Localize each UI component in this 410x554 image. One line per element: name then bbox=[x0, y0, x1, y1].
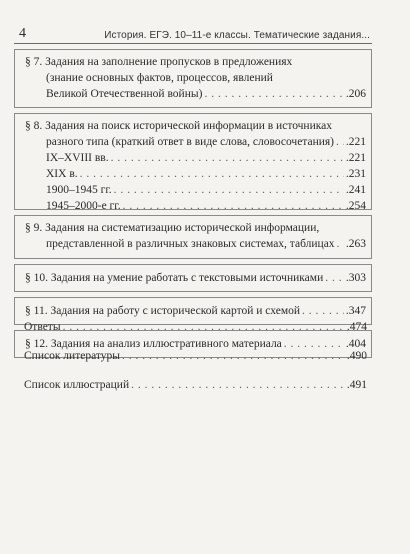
dot-leader bbox=[114, 182, 344, 198]
toc-subitem-page: .254 bbox=[345, 200, 366, 212]
toc-section-10-page: .303 bbox=[345, 272, 366, 284]
dot-leader bbox=[111, 150, 344, 166]
toc-literature[interactable] bbox=[14, 348, 372, 364]
toc-section-9-page: .263 bbox=[345, 238, 366, 250]
toc-illustrations[interactable] bbox=[14, 377, 372, 393]
dot-leader bbox=[63, 319, 345, 335]
toc-section-11-title: § 11. Задания на работу с исторической картой и схемой bbox=[25, 305, 301, 317]
toc-illustrations-page: .491 bbox=[346, 379, 367, 391]
toc-answers[interactable] bbox=[14, 319, 372, 335]
toc-section-12-title: § 12. Задания на анализ иллюстративного материала bbox=[25, 338, 282, 350]
toc-section-10[interactable] bbox=[14, 264, 372, 292]
toc-subitem-page: .221 bbox=[345, 152, 366, 164]
toc-subitem-label: IX–XVIII вв. bbox=[46, 152, 109, 164]
toc-section-9[interactable] bbox=[14, 215, 372, 259]
toc-section-11-line bbox=[25, 303, 366, 319]
header-rule bbox=[14, 43, 372, 44]
dot-leader bbox=[204, 86, 343, 102]
toc-section-8-title: § 8. Задания на поиск исторической информации в источниках bbox=[25, 120, 333, 132]
toc-subitem-label: XIX в. bbox=[46, 168, 78, 180]
toc-subitem-page: .241 bbox=[345, 184, 366, 196]
toc-section-9-title-line2: представленной в различных знаковых системах, таблицах bbox=[46, 238, 335, 250]
toc-section-7-title: § 7. Задания на заполнение пропусков в предложениях bbox=[25, 56, 293, 68]
toc-section-7[interactable] bbox=[14, 49, 372, 108]
toc-section-7-last-line bbox=[25, 86, 366, 102]
running-header: История. ЕГЭ. 10–11-е классы. Тематические задания... bbox=[104, 30, 370, 41]
dot-leader bbox=[80, 166, 344, 182]
toc-section-10-title: § 10. Задания на умение работать с текстовыми источниками bbox=[25, 272, 324, 284]
toc-section-10-line bbox=[25, 270, 366, 286]
toc-subitem[interactable] bbox=[25, 166, 366, 182]
dot-leader bbox=[302, 303, 344, 319]
toc-section-7-title-line3: Великой Отечественной войны) bbox=[46, 88, 203, 100]
dot-leader bbox=[131, 377, 345, 393]
table-of-contents bbox=[14, 49, 372, 363]
page-number: 4 bbox=[19, 26, 26, 41]
toc-subitem-label: 1945–2000-е гг. bbox=[46, 200, 121, 212]
toc-section-8-title-line2: разного типа (краткий ответ в виде слова, словосочетания) bbox=[46, 136, 334, 148]
toc-subitem-label: 1900–1945 гг. bbox=[46, 184, 112, 196]
toc-literature-page: .490 bbox=[346, 350, 367, 362]
toc-section-11-page: .347 bbox=[345, 305, 366, 317]
toc-section-9-title: § 9. Задания на систематизацию исторической информации, bbox=[25, 222, 320, 234]
toc-subitem[interactable] bbox=[25, 150, 366, 166]
toc-section-8[interactable] bbox=[14, 113, 372, 210]
toc-answers-page: .474 bbox=[346, 321, 367, 333]
toc-subitem[interactable] bbox=[25, 198, 366, 214]
toc-section-7-title-line2: (знание основных фактов, процессов, явлений bbox=[46, 72, 273, 84]
toc-section-8-page: .221 bbox=[345, 136, 366, 148]
toc-section-12-page: .404 bbox=[345, 338, 366, 350]
toc-subitem-page: .231 bbox=[345, 168, 366, 180]
toc-answers-title: Ответы bbox=[24, 321, 61, 333]
toc-subitem[interactable] bbox=[25, 182, 366, 198]
toc-section-8-last-line bbox=[25, 134, 366, 150]
toc-illustrations-title: Список иллюстраций bbox=[24, 379, 130, 391]
toc-literature-title: Список литературы bbox=[24, 350, 120, 362]
dot-leader bbox=[325, 270, 344, 286]
toc-section-9-last-line bbox=[25, 236, 366, 252]
dot-leader bbox=[337, 236, 344, 252]
dot-leader bbox=[336, 134, 344, 150]
dot-leader bbox=[123, 198, 344, 214]
toc-section-7-page: .206 bbox=[345, 88, 366, 100]
dot-leader bbox=[122, 348, 345, 364]
